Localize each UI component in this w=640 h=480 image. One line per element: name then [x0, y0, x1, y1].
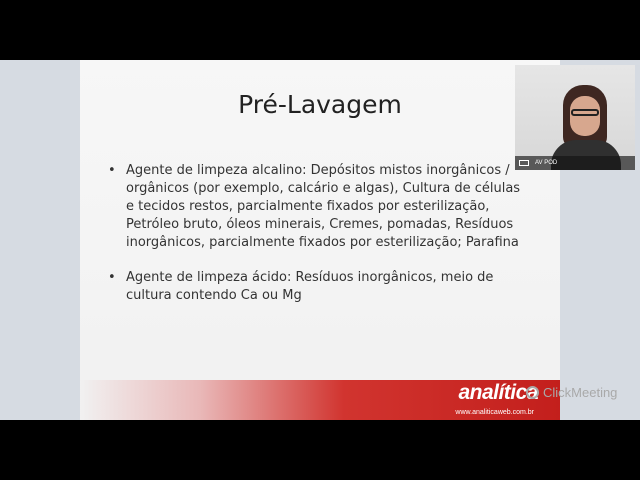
- analitica-logo: analítica: [458, 381, 538, 404]
- watermark-text: ClickMeeting: [543, 385, 618, 400]
- presenter-face: [570, 96, 600, 136]
- slide-title: Pré-Lavagem: [238, 90, 402, 119]
- bullet-list: [108, 162, 528, 322]
- bullet-item: [108, 269, 528, 305]
- camera-icon: [519, 160, 529, 166]
- bullet-icon: •: [108, 163, 116, 178]
- webcam-label: AV POD: [535, 160, 558, 166]
- bullet-item: [108, 162, 528, 252]
- webcam-feed[interactable]: [515, 65, 635, 170]
- webcam-label-bar: [515, 156, 635, 170]
- slide: [80, 60, 560, 420]
- logo-url: www.analiticaweb.com.br: [455, 409, 534, 416]
- bullet-icon: •: [108, 270, 116, 285]
- presenter-glasses: [571, 109, 599, 116]
- clickmeeting-logo-icon: [526, 386, 539, 399]
- bullet-text: Agente de limpeza alcalino: Depósitos mistos inorgânicos / orgânicos (por exemplo, calcário e algas), Cultura de células e tecidos restos, parcialmente fixados por esterilização, Petróleo bruto, óleos minerais, Cremes, pomadas, Resíduos inorgânicos, parcialmente fixados por esterilização; Parafina: [126, 163, 521, 250]
- bullet-text: Agente de limpeza ácido: Resíduos inorgânicos, meio de cultura contendo Ca ou Mg: [126, 270, 494, 303]
- clickmeeting-watermark: [526, 385, 617, 400]
